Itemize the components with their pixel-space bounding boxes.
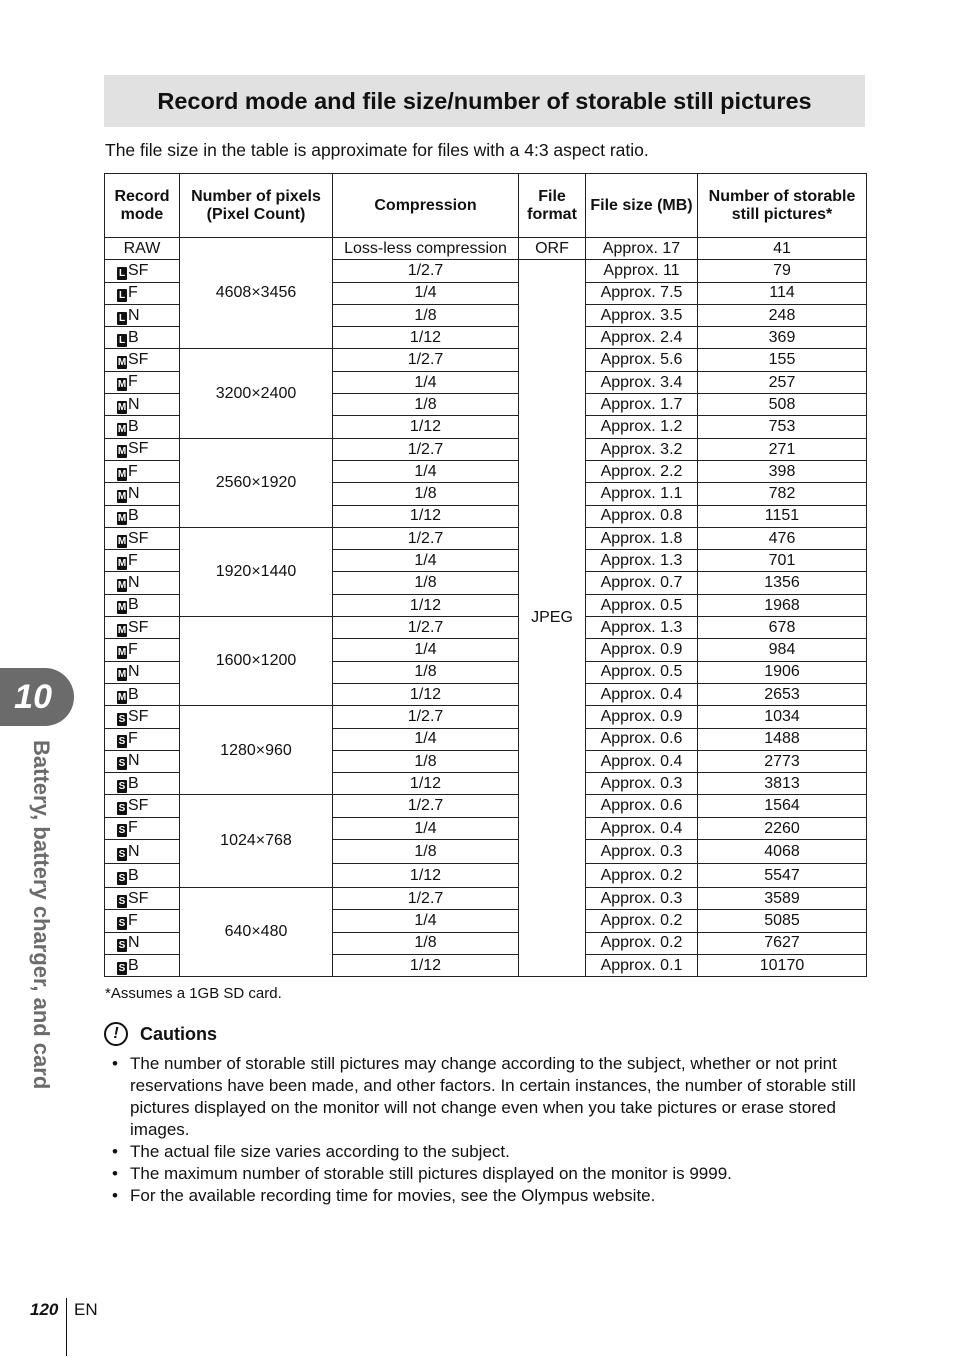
quality-label: N [128, 663, 140, 681]
quality-label: F [128, 284, 138, 302]
file-size-cell: Approx. 0.8 [586, 505, 698, 527]
list-item: • The maximum number of storable still pictures displayed on the monitor is 9999. [110, 1163, 862, 1185]
image-size-icon: S [118, 940, 126, 952]
count-cell: 7627 [698, 932, 867, 954]
chapter-number: 10 [14, 677, 52, 716]
page-number: 120 [30, 1300, 59, 1319]
table-body [105, 238, 867, 977]
image-size-icon: M [117, 535, 127, 547]
mode-cell [105, 817, 180, 839]
cautions-heading: Cautions [140, 1023, 218, 1044]
pixel-cell: 640×480 [180, 888, 333, 977]
raw-compression-cell: Loss-less compression [333, 238, 519, 260]
pixel-cell: 2560×1920 [180, 438, 333, 527]
image-size-icon: M [117, 513, 127, 525]
image-size-icon: S [118, 848, 126, 860]
mode-cell [105, 483, 180, 505]
mode-cell [105, 550, 180, 572]
file-size-cell: Approx. 2.4 [586, 327, 698, 349]
file-size-cell: Approx. 0.3 [586, 773, 698, 795]
pixel-cell: 4608×3456 [180, 238, 333, 349]
file-size-cell: Approx. 0.5 [586, 594, 698, 616]
mode-cell [105, 572, 180, 594]
count-cell: 3589 [698, 888, 867, 910]
table-row [105, 617, 867, 639]
count-cell: 508 [698, 394, 867, 416]
count-cell: 5547 [698, 864, 867, 888]
compression-cell: 1/12 [333, 416, 519, 438]
quality-label: F [128, 551, 138, 569]
file-size-cell: Approx. 7.5 [586, 282, 698, 304]
quality-label: F [128, 640, 138, 658]
quality-label: SF [128, 261, 149, 279]
compression-cell: 1/8 [333, 661, 519, 683]
mode-cell [105, 773, 180, 795]
mode-cell [105, 661, 180, 683]
mode-cell [105, 371, 180, 393]
file-size-cell: Approx. 0.3 [586, 888, 698, 910]
quality-label: N [128, 395, 140, 413]
image-size-icon: S [118, 962, 126, 974]
compression-cell: 1/4 [333, 817, 519, 839]
image-size-icon: M [117, 446, 127, 458]
count-cell: 271 [698, 438, 867, 460]
quality-label: F [128, 373, 138, 391]
file-size-cell: Approx. 0.4 [586, 750, 698, 772]
image-size-icon: S [118, 803, 126, 815]
file-size-cell: Approx. 2.2 [586, 460, 698, 482]
file-size-cell: Approx. 0.6 [586, 728, 698, 750]
count-cell: 1906 [698, 661, 867, 683]
image-size-icon: S [118, 872, 126, 884]
caution-icon: ! [104, 1022, 128, 1046]
count-cell: 398 [698, 460, 867, 482]
mode-cell [105, 505, 180, 527]
compression-cell: 1/8 [333, 483, 519, 505]
file-size-cell: Approx. 1.8 [586, 527, 698, 549]
compression-cell: 1/12 [333, 954, 519, 976]
mode-cell [105, 639, 180, 661]
mode-cell [105, 460, 180, 482]
count-cell: 3813 [698, 773, 867, 795]
image-size-icon: S [118, 758, 126, 770]
header-pixels: Number of pixels (Pixel Count) [180, 174, 333, 238]
image-size-icon: L [118, 267, 126, 279]
list-item: • The actual file size varies according to the subject. [110, 1141, 862, 1163]
pixel-cell: 1024×768 [180, 795, 333, 888]
compression-cell: 1/12 [333, 864, 519, 888]
table-row [105, 888, 867, 910]
image-size-icon: M [117, 691, 127, 703]
count-cell: 369 [698, 327, 867, 349]
compression-cell: 1/2.7 [333, 260, 519, 282]
count-cell: 1564 [698, 795, 867, 817]
table-header-row [105, 174, 867, 238]
count-cell: 5085 [698, 910, 867, 932]
quality-label: F [128, 819, 138, 837]
file-size-cell: Approx. 1.7 [586, 394, 698, 416]
quality-label: SF [128, 707, 149, 725]
file-size-cell: Approx. 0.9 [586, 706, 698, 728]
quality-label: F [128, 911, 138, 929]
compression-cell: 1/12 [333, 594, 519, 616]
mode-cell [105, 910, 180, 932]
file-size-cell: Approx. 3.5 [586, 304, 698, 326]
mode-cell [105, 683, 180, 705]
pixel-cell: 1280×960 [180, 706, 333, 795]
file-size-cell: Approx. 5.6 [586, 349, 698, 371]
raw-format-cell: ORF [519, 238, 586, 260]
mode-cell [105, 617, 180, 639]
file-size-cell: Approx. 3.4 [586, 371, 698, 393]
chapter-tab [0, 668, 74, 726]
quality-label: SF [128, 797, 149, 815]
compression-cell: 1/12 [333, 505, 519, 527]
quality-label: B [128, 956, 139, 974]
mode-cell [105, 932, 180, 954]
image-size-icon: M [117, 401, 127, 413]
compression-cell: 1/4 [333, 639, 519, 661]
header-compression: Compression [333, 174, 519, 238]
compression-cell: 1/2.7 [333, 527, 519, 549]
file-size-cell: Approx. 0.6 [586, 795, 698, 817]
pixel-cell: 1600×1200 [180, 617, 333, 706]
quality-label: SF [128, 618, 149, 636]
mode-cell [105, 840, 180, 864]
pixel-cell: 1920×1440 [180, 527, 333, 616]
compression-cell: 1/8 [333, 572, 519, 594]
image-size-icon: L [118, 312, 126, 324]
mode-cell [105, 260, 180, 282]
compression-cell: 1/8 [333, 304, 519, 326]
image-size-icon: S [118, 736, 126, 748]
image-size-icon: S [118, 895, 126, 907]
count-cell: 678 [698, 617, 867, 639]
mode-cell [105, 349, 180, 371]
file-size-table [104, 173, 867, 977]
file-size-cell: Approx. 1.3 [586, 550, 698, 572]
file-size-cell: Approx. 0.2 [586, 932, 698, 954]
compression-cell: 1/2.7 [333, 888, 519, 910]
intro-text: The file size in the table is approximate for files with a 4:3 aspect ratio. [105, 140, 649, 160]
image-size-icon: M [117, 580, 127, 592]
mode-cell [105, 527, 180, 549]
quality-label: N [128, 306, 140, 324]
compression-cell: 1/2.7 [333, 706, 519, 728]
compression-cell: 1/12 [333, 773, 519, 795]
count-cell: 2773 [698, 750, 867, 772]
image-size-icon: M [117, 624, 127, 636]
format-cell: JPEG [519, 260, 586, 977]
mode-cell [105, 864, 180, 888]
count-cell: 1968 [698, 594, 867, 616]
quality-label: B [128, 866, 139, 884]
count-cell: 476 [698, 527, 867, 549]
quality-label: B [128, 507, 139, 525]
quality-label: B [128, 685, 139, 703]
count-cell: 984 [698, 639, 867, 661]
count-cell: 1488 [698, 728, 867, 750]
cautions-heading-row [104, 1022, 217, 1046]
header-storable: Number of storable still pictures* [698, 174, 867, 238]
compression-cell: 1/4 [333, 550, 519, 572]
count-cell: 4068 [698, 840, 867, 864]
count-cell: 2653 [698, 683, 867, 705]
compression-cell: 1/8 [333, 840, 519, 864]
image-size-icon: L [118, 334, 126, 346]
file-size-cell: Approx. 1.1 [586, 483, 698, 505]
compression-cell: 1/4 [333, 910, 519, 932]
quality-label: SF [128, 889, 149, 907]
page-number-divider [66, 1298, 67, 1356]
table-row [105, 438, 867, 460]
mode-cell [105, 416, 180, 438]
quality-label: N [128, 752, 140, 770]
quality-label: B [128, 774, 139, 792]
page-title: Record mode and file size/number of storable still pictures [157, 87, 812, 114]
header-file-format: File format [519, 174, 586, 238]
quality-label: F [128, 462, 138, 480]
header-file-size: File size (MB) [586, 174, 698, 238]
image-size-icon: M [117, 424, 127, 436]
page-language: EN [74, 1300, 98, 1319]
image-size-icon: S [118, 825, 126, 837]
table-row [105, 349, 867, 371]
image-size-icon: S [118, 780, 126, 792]
image-size-icon: M [117, 468, 127, 480]
quality-label: SF [128, 351, 149, 369]
header-record-mode: Record mode [105, 174, 180, 238]
table-row-raw [105, 238, 867, 260]
table-row [105, 706, 867, 728]
file-size-cell: Approx. 3.2 [586, 438, 698, 460]
raw-mode-cell: RAW [105, 238, 180, 260]
raw-size-cell: Approx. 17 [586, 238, 698, 260]
count-cell: 782 [698, 483, 867, 505]
count-cell: 257 [698, 371, 867, 393]
image-size-icon: M [117, 379, 127, 391]
section-title-box [104, 75, 865, 127]
mode-cell [105, 750, 180, 772]
count-cell: 1151 [698, 505, 867, 527]
file-size-cell: Approx. 0.4 [586, 817, 698, 839]
image-size-icon: S [118, 917, 126, 929]
image-size-icon: L [118, 290, 126, 302]
count-cell: 248 [698, 304, 867, 326]
table-footnote: *Assumes a 1GB SD card. [105, 985, 282, 1002]
file-size-cell: Approx. 11 [586, 260, 698, 282]
compression-cell: 1/4 [333, 728, 519, 750]
file-size-cell: Approx. 0.3 [586, 840, 698, 864]
quality-label: B [128, 328, 139, 346]
image-size-icon: M [117, 557, 127, 569]
mode-cell [105, 327, 180, 349]
compression-cell: 1/8 [333, 750, 519, 772]
count-cell: 10170 [698, 954, 867, 976]
image-size-icon: S [118, 713, 126, 725]
compression-cell: 1/2.7 [333, 795, 519, 817]
mode-cell [105, 706, 180, 728]
mode-cell [105, 795, 180, 817]
compression-cell: 1/8 [333, 932, 519, 954]
mode-cell [105, 594, 180, 616]
count-cell: 1356 [698, 572, 867, 594]
mode-cell [105, 394, 180, 416]
file-size-cell: Approx. 0.7 [586, 572, 698, 594]
quality-label: SF [128, 440, 149, 458]
file-size-cell: Approx. 0.4 [586, 683, 698, 705]
quality-label: F [128, 730, 138, 748]
compression-cell: 1/2.7 [333, 349, 519, 371]
compression-cell: 1/8 [333, 394, 519, 416]
compression-cell: 1/4 [333, 282, 519, 304]
quality-label: N [128, 934, 140, 952]
quality-label: B [128, 418, 139, 436]
count-cell: 753 [698, 416, 867, 438]
chapter-label: Battery, battery charger, and card [29, 740, 54, 1090]
file-size-cell: Approx. 1.3 [586, 617, 698, 639]
image-size-icon: M [117, 669, 127, 681]
file-size-cell: Approx. 0.2 [586, 910, 698, 932]
image-size-icon: M [117, 646, 127, 658]
quality-label: N [128, 574, 140, 592]
compression-cell: 1/4 [333, 371, 519, 393]
compression-cell: 1/2.7 [333, 438, 519, 460]
quality-label: N [128, 842, 140, 860]
count-cell: 79 [698, 260, 867, 282]
image-size-icon: M [117, 602, 127, 614]
quality-label: SF [128, 529, 149, 547]
compression-cell: 1/12 [333, 683, 519, 705]
mode-cell [105, 304, 180, 326]
image-size-icon: M [117, 490, 127, 502]
file-size-cell: Approx. 0.9 [586, 639, 698, 661]
list-item: • The number of storable still pictures may change according to the subject, whether or not print reservations have been made, and other factors. In certain instances, the number of storable still pictures displayed on the monitor will not change even when you take pictures or erase stored images. [110, 1053, 862, 1141]
mode-cell [105, 954, 180, 976]
mode-cell [105, 438, 180, 460]
compression-cell: 1/4 [333, 460, 519, 482]
cautions-list [110, 1053, 862, 1207]
mode-cell [105, 728, 180, 750]
compression-cell: 1/12 [333, 327, 519, 349]
file-size-cell: Approx. 0.1 [586, 954, 698, 976]
pixel-cell: 3200×2400 [180, 349, 333, 438]
file-size-cell: Approx. 0.2 [586, 864, 698, 888]
raw-count-cell: 41 [698, 238, 867, 260]
list-item: • For the available recording time for movies, see the Olympus website. [110, 1185, 862, 1207]
count-cell: 155 [698, 349, 867, 371]
quality-label: B [128, 596, 139, 614]
mode-cell [105, 282, 180, 304]
quality-label: N [128, 484, 140, 502]
compression-cell: 1/2.7 [333, 617, 519, 639]
image-size-icon: M [117, 357, 127, 369]
table-row [105, 527, 867, 549]
chapter-side-label [28, 740, 54, 1120]
file-size-cell: Approx. 1.2 [586, 416, 698, 438]
mode-cell [105, 888, 180, 910]
count-cell: 2260 [698, 817, 867, 839]
count-cell: 701 [698, 550, 867, 572]
count-cell: 114 [698, 282, 867, 304]
count-cell: 1034 [698, 706, 867, 728]
table-row [105, 795, 867, 817]
file-size-cell: Approx. 0.5 [586, 661, 698, 683]
